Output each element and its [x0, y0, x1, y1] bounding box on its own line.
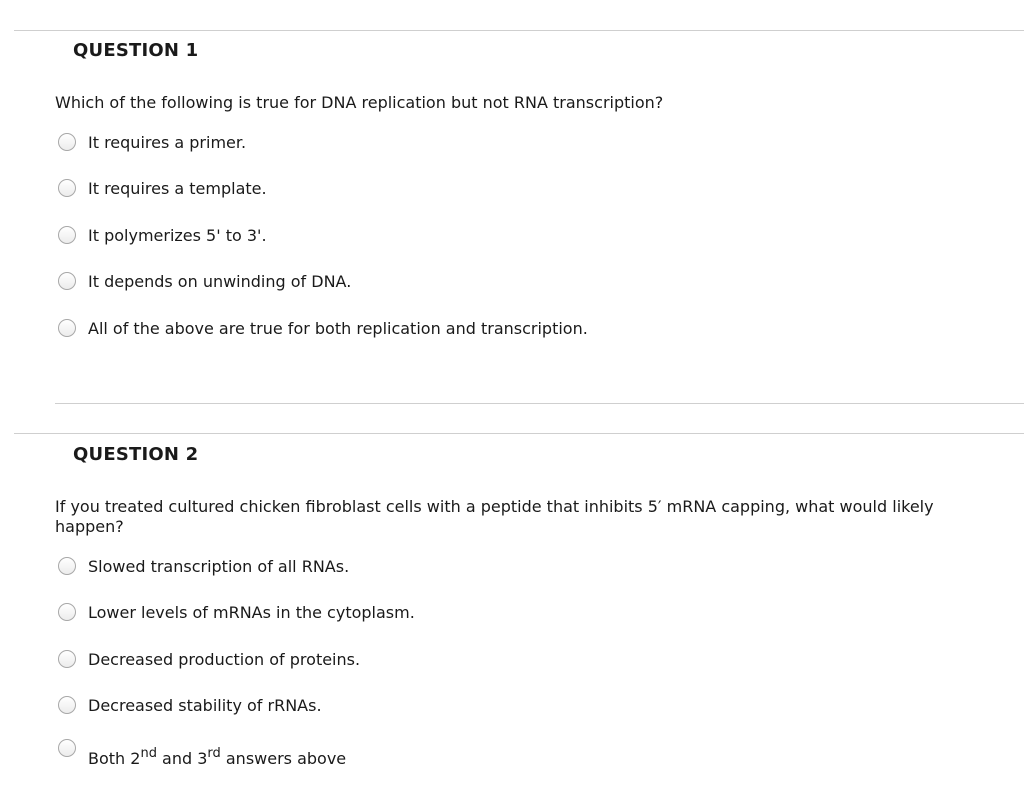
question-2-option-1[interactable]: [58, 554, 349, 578]
question-1-option-2[interactable]: [58, 176, 267, 200]
radio-button[interactable]: [58, 696, 76, 714]
option-label: Decreased production of proteins.: [88, 649, 361, 669]
question-2-top-divider: [14, 433, 1024, 434]
question-1-option-1[interactable]: [58, 130, 246, 154]
radio-button[interactable]: [58, 319, 76, 337]
radio-button[interactable]: [58, 226, 76, 244]
question-2-option-2[interactable]: [58, 600, 415, 624]
option-label: [88, 746, 347, 768]
question-2-option-5[interactable]: [58, 737, 346, 777]
option-label: It requires a primer.: [88, 132, 247, 152]
option-text-part: answers above: [220, 749, 347, 768]
radio-button[interactable]: [58, 603, 76, 621]
question-2-heading: QUESTION 2: [73, 444, 199, 465]
option-label: Lower levels of mRNAs in the cytoplasm.: [88, 602, 415, 622]
option-label: It requires a template.: [88, 178, 267, 198]
option-label: Decreased stability of rRNAs.: [88, 695, 322, 715]
option-text-part: and 3: [156, 749, 208, 768]
radio-button[interactable]: [58, 557, 76, 575]
question-1-option-5[interactable]: [58, 316, 588, 340]
question-2-text: If you treated cultured chicken fibroblast cells with a peptide that inhibits 5′ mRNA capping, what would likely happen?: [55, 497, 934, 536]
option-text-part: Both 2: [88, 749, 141, 768]
option-label: It polymerizes 5' to 3'.: [88, 225, 267, 245]
question-1-heading: QUESTION 1: [73, 40, 199, 61]
radio-button[interactable]: [58, 739, 76, 757]
question-1-text: Which of the following is true for DNA replication but not RNA transcription?: [55, 93, 664, 112]
ordinal-suffix: nd: [140, 746, 157, 761]
question-1-option-4[interactable]: [58, 269, 351, 293]
question-2-option-4[interactable]: [58, 693, 322, 717]
ordinal-suffix: rd: [207, 746, 221, 761]
radio-button[interactable]: [58, 650, 76, 668]
radio-button[interactable]: [58, 272, 76, 290]
option-label: All of the above are true for both replication and transcription.: [88, 318, 588, 338]
radio-button[interactable]: [58, 179, 76, 197]
radio-button[interactable]: [58, 133, 76, 151]
option-label: It depends on unwinding of DNA.: [88, 271, 352, 291]
question-1-top-divider: [14, 30, 1024, 31]
question-1-option-3[interactable]: [58, 223, 267, 247]
option-label: Slowed transcription of all RNAs.: [88, 556, 350, 576]
question-2-option-3[interactable]: [58, 647, 360, 671]
question-1-bottom-divider: [55, 403, 1024, 404]
